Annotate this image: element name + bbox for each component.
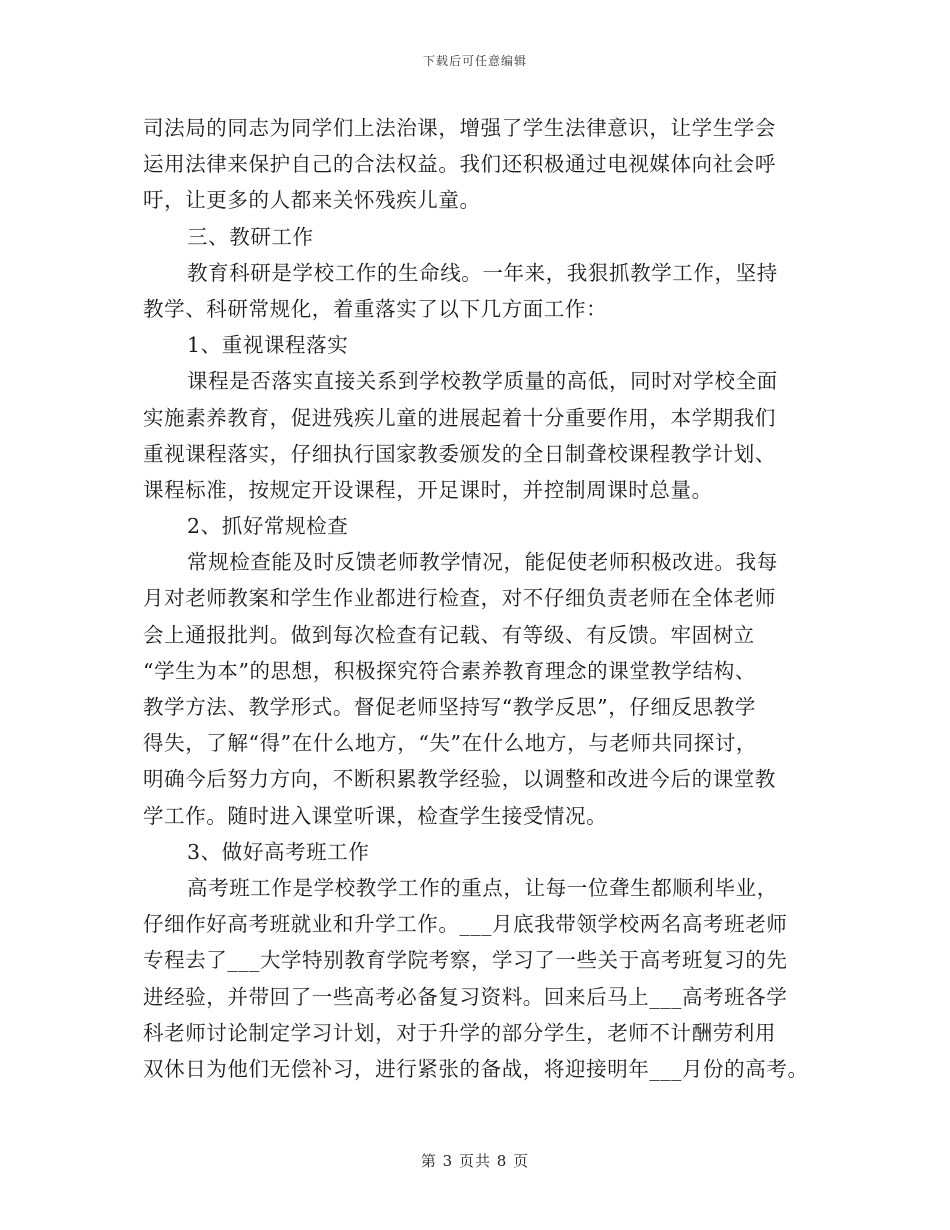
paragraph-line: 明确今后努力方向，不断积累教学经验，以调整和改进今后的课堂教 [143, 767, 776, 792]
paragraph-line: 教学方法、教学形式。督促老师坚持写“教学反思”，仔细反思教学 [143, 695, 756, 719]
paragraph-line: 吁，让更多的人都来关怀残疾儿童。 [143, 188, 481, 213]
paragraph-line: 学工作。随时进入课堂听课，检查学生接受情况。 [143, 803, 608, 828]
page-header: 下载后可任意编辑 [422, 54, 527, 68]
subsection-heading: 2、抓好常规检查 [187, 514, 349, 539]
paragraph-line: 仔细作好高考班就业和升学工作。___月底我带领学校两名高考班老师 [143, 912, 788, 937]
paragraph-line: 教育科研是学校工作的生命线。一年来，我狠抓教学工作，坚持 [187, 260, 778, 285]
paragraph-line: 重视课程落实，仔细执行国家教委颁发的全日制聋校课程教学计划、 [143, 441, 776, 466]
subsection-heading: 3、做好高考班工作 [187, 839, 370, 864]
paragraph-line: 得失，了解“得”在什么地方，“失”在什么地方，与老师共同探讨， [143, 731, 758, 756]
paragraph-line: 会上通报批判。做到每次检查有记载、有等级、有反馈。牢固树立 [143, 622, 755, 647]
document-body [143, 110, 823, 1087]
paragraph-line: 课程是否落实直接关系到学校教学质量的高低，同时对学校全面 [187, 369, 778, 394]
paragraph-line: 月对老师教案和学生作业都进行检查，对不仔细负责老师在全体老师 [143, 586, 776, 611]
paragraph-line: 进经验，并带回了一些高考必备复习资料。回来后马上___高考班各学 [143, 984, 788, 1009]
paragraph-line: 运用法律来保护自己的合法权益。我们还积极通过电视媒体向社会呼 [143, 152, 776, 177]
paragraph-line: 双休日为他们无偿补习，进行紧张的备战，将迎接明年___月份的高考。 [143, 1056, 809, 1081]
section-heading: 三、教研工作 [187, 224, 314, 249]
paragraph-line: 常规检查能及时反馈老师教学情况，能促使老师积极改进。我每 [187, 550, 778, 575]
paragraph-line: 课程标准，按规定开设课程，开足课时，并控制周课时总量。 [143, 477, 713, 502]
paragraph-line: 实施素养教育，促进残疾儿童的进展起着十分重要作用，本学期我们 [143, 405, 776, 430]
page-footer: 第 3 页共 8 页 [420, 1152, 530, 1170]
paragraph-line: 高考班工作是学校教学工作的重点，让每一位聋生都顺利毕业， [187, 875, 778, 900]
paragraph-line: 专程去了___大学特别教育学院考察，学习了一些关于高考班复习的先 [143, 948, 788, 973]
paragraph-line: 教学、科研常规化，着重落实了以下几方面工作： [143, 296, 608, 321]
paragraph-line: “学生为本”的思想，积极探究符合素养教育理念的课堂教学结构、 [143, 658, 756, 683]
paragraph-line: 科老师讨论制定学习计划，对于升学的部分学生，老师不计酬劳利用 [143, 1020, 776, 1045]
subsection-heading: 1、重视课程落实 [187, 333, 349, 358]
paragraph-line: 司法局的同志为同学们上法治课，增强了学生法律意识，让学生学会 [143, 116, 776, 140]
